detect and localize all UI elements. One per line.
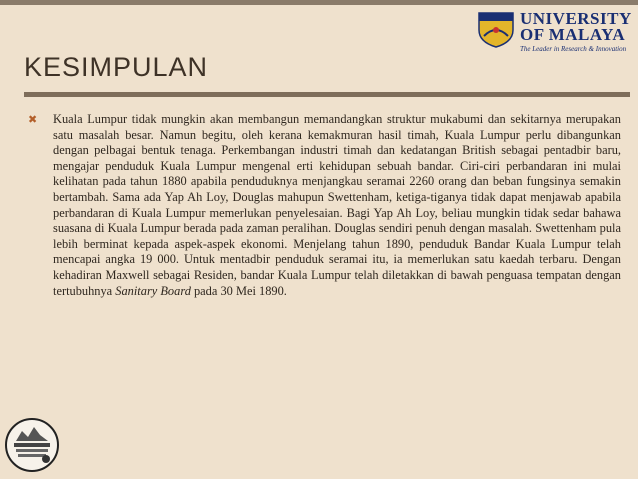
body-paragraph (53, 112, 621, 299)
x-mark-icon: ✖ (28, 113, 38, 126)
university-tagline: The Leader in Research & Innovation (520, 45, 627, 53)
university-logo (472, 8, 632, 56)
title-underline (24, 92, 630, 97)
crest-icon (476, 10, 516, 48)
paragraph-text: Kuala Lumpur tidak mungkin akan membangun memandangkan struktur mukabumi dan sekitarnya merupakan satu masalah besar. Namun begitu, oleh kerana kemakmuran hasil timah, Kuala Lumpur perlu dibangunkan dengan pelbagai bentuk tenaga. Perkembangan industri timah dan kedatangan British sebagai pentadbir baru, mengajar penduduk Kuala Lumpur mengenal erti kehidupan sebuah bandar. Ciri-ciri perbandaran ini mulai kelihatan pada tahun 1880 apabila penduduknya menjangkau seramai 2260 orang dan beban fungsinya semakin bertambah. Sama ada Yap Ah Loy, Douglas mahupun Swettenham, ketiga-tiganya tidak dapat menjawab apabila perbandaran di Kuala Lumpur memerlukan penyelesaian. Bagi Yap Ah Loy, beliau mungkin tidak sedar bahawa suasana di Kuala Lumpur berada pada zaman peralihan. Douglas sendiri penuh dengan masalah. Swettenham pula lebih berminat kepada aspek-aspek ekonomi. Menjelang tahun 1890, penduduk Bandar Kuala Lumpur telah mencapai angka 19 000. Untuk mentadbir penduduk seramai itu, ia memerlukan satu kaedah terbaru. Dengan kehadiran Maxwell sebagai Residen, bandar Kuala Lumpur telah diletakkan di bawah penguasa tempatan dengan tertubuhnya (53, 112, 621, 298)
event-badge-icon (4, 417, 60, 473)
university-name-line2: OF MALAYA (520, 25, 626, 44)
slide-title: KESIMPULAN (24, 52, 209, 82)
top-border (0, 0, 638, 5)
paragraph-italic-term: Sanitary Board (115, 283, 191, 298)
university-name-line1: UNIVERSITY (520, 9, 632, 28)
paragraph-text-end: pada 30 Mei 1890. (190, 283, 287, 298)
